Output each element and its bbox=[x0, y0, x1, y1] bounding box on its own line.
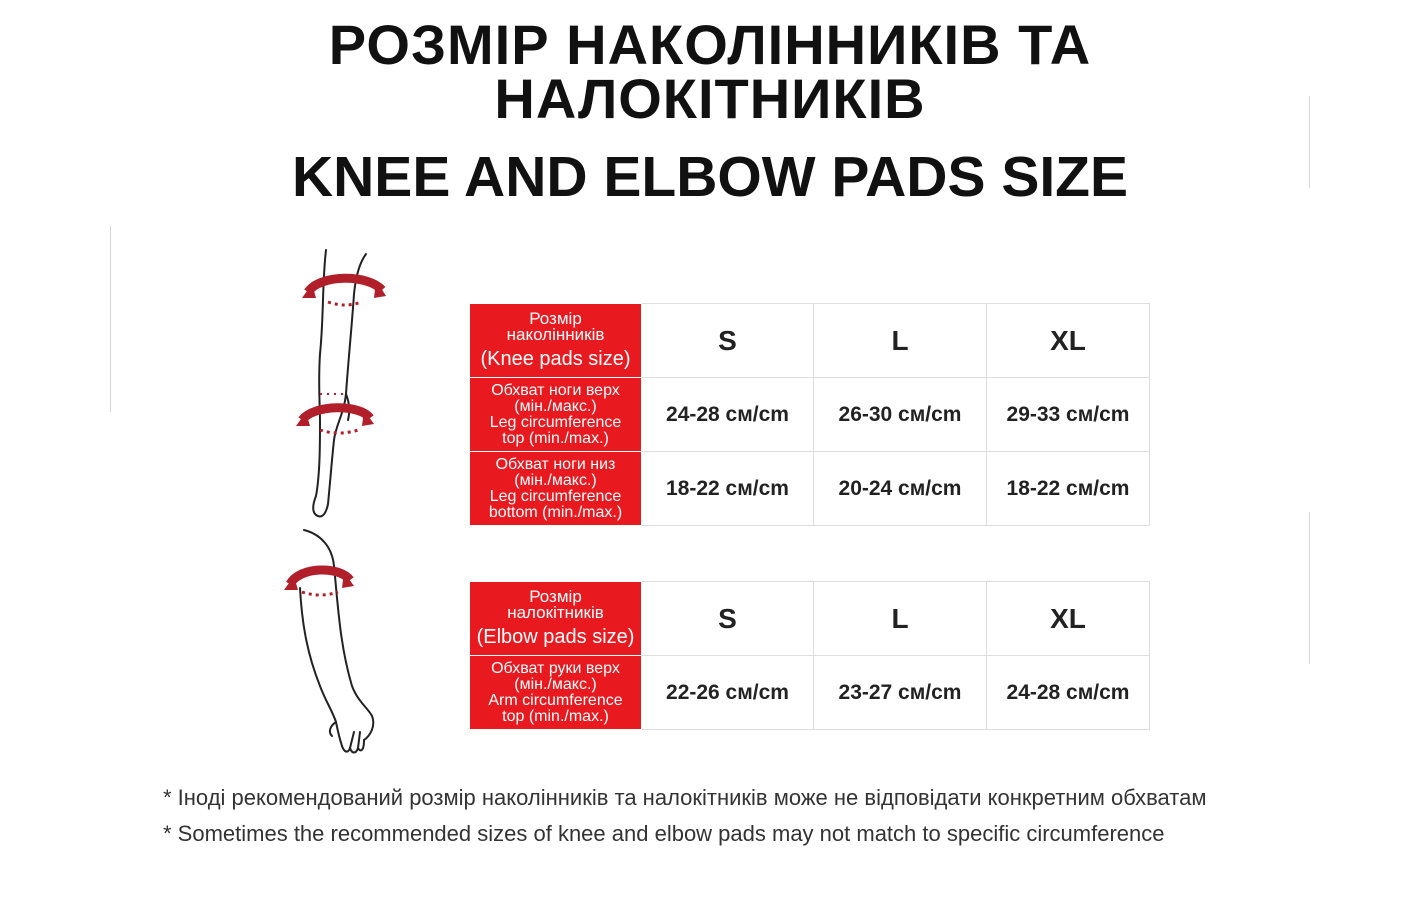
row-label-line: (мін./макс.) bbox=[514, 675, 597, 693]
table-cell: 24-28 см/cm bbox=[642, 378, 814, 452]
table-cell: 18-22 см/cm bbox=[987, 452, 1150, 526]
knee-header-ua-2: наколінників bbox=[506, 324, 605, 344]
table-cell: 24-28 см/cm bbox=[987, 656, 1150, 730]
table-cell: 18-22 см/cm bbox=[642, 452, 814, 526]
elbow-size-xl: XL bbox=[987, 582, 1150, 656]
elbow-header-en: (Elbow pads size) bbox=[476, 625, 635, 648]
elbow-row-label-top bbox=[470, 656, 642, 730]
page-title-ua: РОЗМІР НАКОЛІННИКІВ ТА НАЛОКІТНИКІВ bbox=[328, 13, 1092, 130]
elbow-size-l: L bbox=[814, 582, 987, 656]
elbow-header-cell bbox=[470, 582, 642, 656]
knee-size-table bbox=[469, 303, 1150, 526]
elbow-header-ua-2: налокітників bbox=[507, 602, 604, 622]
row-label-line: Обхват руки верх bbox=[491, 659, 620, 677]
row-label-line: Leg circumference bbox=[489, 413, 622, 431]
elbow-size-s: S bbox=[642, 582, 814, 656]
table-cell: 22-26 см/cm bbox=[642, 656, 814, 730]
knee-header-en: (Knee pads size) bbox=[480, 347, 631, 370]
elbow-size-table bbox=[469, 581, 1150, 730]
knee-header-ua-1: Розмір bbox=[529, 308, 582, 328]
footnote-en: * Sometimes the recommended sizes of knee and elbow pads may not match to specific circumference bbox=[163, 821, 1165, 846]
row-label-line: Обхват ноги верх bbox=[491, 381, 620, 399]
table-cell: 23-27 см/cm bbox=[814, 656, 987, 730]
row-label-line: (мін./макс.) bbox=[514, 397, 597, 415]
right-edge-divider-bottom bbox=[1309, 512, 1310, 664]
row-label-line: (мін./макс.) bbox=[514, 471, 597, 489]
table-cell: 20-24 см/cm bbox=[814, 452, 987, 526]
footnote-ua: * Іноді рекомендований розмір наколінників та налокітників може не відповідати конкретним обхватам bbox=[163, 785, 1207, 810]
table-row bbox=[470, 378, 1150, 452]
table-cell: 29-33 см/cm bbox=[987, 378, 1150, 452]
knee-size-l: L bbox=[814, 304, 987, 378]
knee-size-s: S bbox=[642, 304, 814, 378]
row-label-line: bottom (min./max.) bbox=[488, 503, 623, 521]
knee-row-label-bottom bbox=[470, 452, 642, 526]
table-row bbox=[470, 452, 1150, 526]
elbow-header-ua-1: Розмір bbox=[529, 586, 582, 606]
footnotes bbox=[163, 780, 1313, 852]
right-edge-divider-top bbox=[1309, 96, 1310, 188]
arm-measurement-icon bbox=[280, 526, 390, 761]
page-title-en: KNEE AND ELBOW PADS SIZE bbox=[291, 145, 1129, 209]
row-label-line: Arm circumference bbox=[488, 691, 623, 709]
knee-row-label-top bbox=[470, 378, 642, 452]
row-label-line: Leg circumference bbox=[489, 487, 622, 505]
row-label-line: top (min./max.) bbox=[502, 429, 609, 447]
table-row bbox=[470, 656, 1150, 730]
row-label-line: top (min./max.) bbox=[502, 707, 609, 725]
left-edge-divider bbox=[110, 226, 111, 412]
knee-size-xl: XL bbox=[987, 304, 1150, 378]
leg-measurement-icon bbox=[290, 244, 390, 524]
knee-header-cell bbox=[470, 304, 642, 378]
row-label-line: Обхват ноги низ bbox=[495, 455, 616, 473]
table-cell: 26-30 см/cm bbox=[814, 378, 987, 452]
